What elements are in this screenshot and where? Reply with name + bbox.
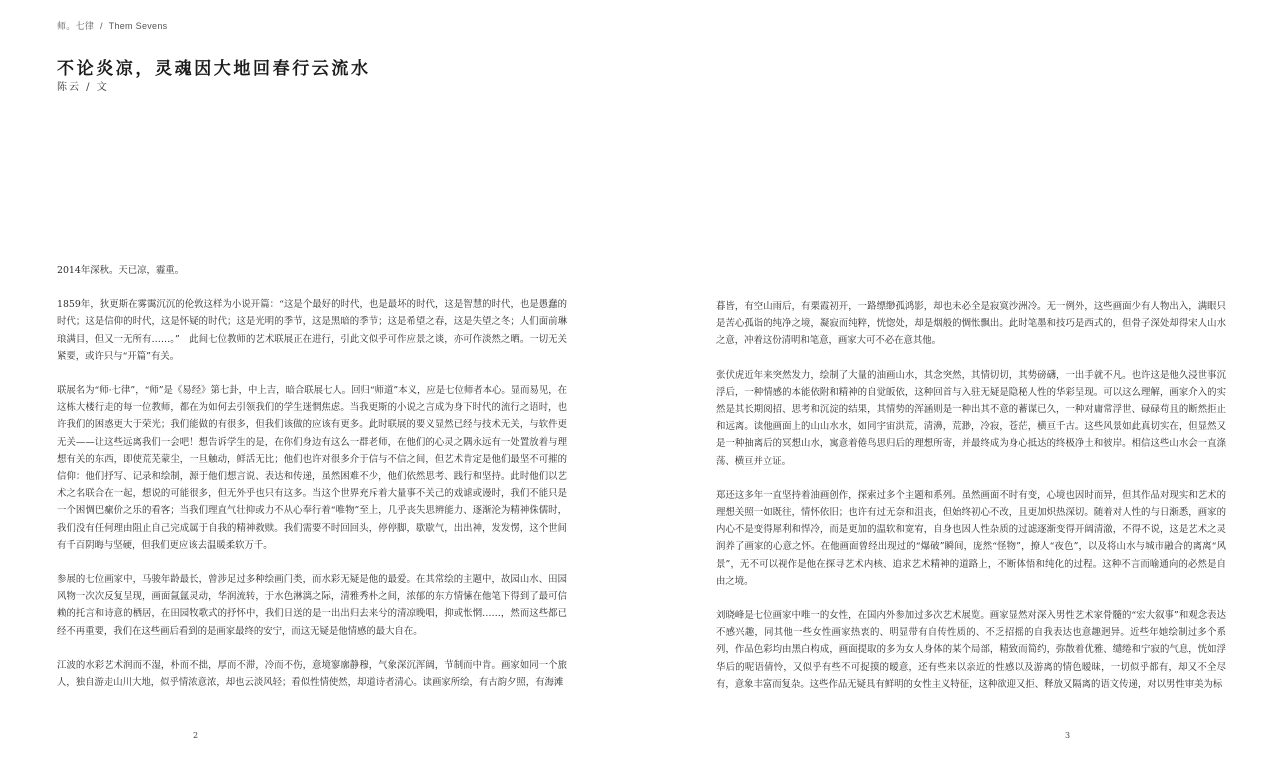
paragraph: 联展名为“师·七律”，“师”是《易经》第七卦，中上吉，暗合联展七人。回归“师道”本义，应是七位师者本心。显而易见，在这栋大楼行走的每一位教师，都在为如何去引领我们的学生迷惘焦虑。当我更斯的小说之言成为身下时代的流行之语时，也许我们的困惑更大于荣光；我们能做的有很多，但我们该做的应该有更多。此时联展的要义显然已经与技术无关，与软件更无关——让这些远离我们一会吧！想告诉学生的是，在你们身边有这么一群老师，在他们的心灵之隅永远有一处置放着与理想有关的东西，即使荒芜蒙尘，一旦触动，鲜活无比；他们也许对很多介于信与不信之间，但艺术肯定是他们最坚不可摧的信仰：他们抒写、记录和绘制，源于他们想言说、表达和传递，虽然困难不少，他们依然思考、践行和坚持。此时他们以艺术之名联合在一起，想说的可能很多，但无外乎也只有这多。当这个世界充斥着大量事不关己的戏谑或谩时，我们不能只是一个困惆巴瘰价之乐的看客；当我们理直气壮抑或力不从心奉行着“唯物”至上，几乎丧失思辨能力、逐渐沦为精神侏儒时，我们没有任何理由阻止自己完成属于自我的精神救赎。我们需要不时回回头，停停脚，歇歇气，出出神，发发愣，这个世间有千百阴晦与坚硬，但我们更应该去温暖柔软万千。 — [57, 385, 567, 551]
running-head-section: 师。七律 — [57, 21, 95, 31]
running-head-divider: / — [100, 21, 103, 31]
paragraph: 江波的水彩艺术润而不湿，朴而不拙，厚而不滞，冷而不伤，意境寥廓静穆，气象深沉浑阔，节制而中肯。画家如同一个旅人，独自游走山川大地，似乎情浓意浓，却也云淡风轻；看似性情使然，却道诗者清心。读画家所绘，有古韵夕照，有海滩 — [57, 659, 567, 689]
paragraph: 刘晓峰是七位画家中唯一的女性，在国内外参加过多次艺术展览。画家显然对深入男性艺术家骨髓的“宏大叙事”和观念表达不感兴趣，同其他一些女性画家热衷的、明显带有自传性质的、不乏招摇的自我表达也意趣迥异。近些年她绘制过多个系列，作品色彩均由黑白构成，画面提取的多为女人身体的某个局部，精致而简约，弥散着优雅、缱绻和宁寂的气息，恍如浮华后的呢语倩怜，又似乎有些不可捉摸的暧意，还有些来以亲近的性感以及游离的情色暧昧，一切似乎都有，却又不全尽有，意象丰富而复杂。这些作品无疑具有鲜明的女性主义特征，这种欲迎又拒、释放又隔离的语文传递，对以男性审美为标 — [716, 610, 1226, 690]
paragraph: 2014年深秋。天已凉，霾重。 — [57, 265, 184, 276]
left-page-body — [57, 262, 567, 708]
paragraph: 张伏虎近年来突然发力，绘制了大量的油画山水，其念突然，其情切切，其势磅礴，一出手就不凡。也许这是他久浸世事沉浮后，一种情感的本能依附和精神的自觉皈依，这种回首与入驻无疑是隐秘人性的华彩呈现。可以这么理解，画家介入的实然是其长期阅招、思考和沉淀的结果，其情势的浑涵则是一种出其不意的蓄谋已久，一种对庸常浮世、碌碌苟且的断然拒止和远离。读他画面上的山山水水，如同宇宙洪荒，清濞，荒渺，冷寂，苍茫，横亘千古。这些风景如此真切实在，但显然又是一种抽离后的冥想山水，寓意着倦鸟思归后的理想所寄，并最终成为身心抵达的终极净土和彼岸。相信这些山水会一直涤荡、横亘并立证。 — [716, 369, 1226, 467]
right-page-body — [716, 298, 1226, 710]
paragraph: 暮皆，有空山雨后，有栗霞初开，一路缥缈孤鸿影，却也未必全是寂寞沙洲冷。无一例外，这些画面少有人物出入，满眼只是苦心孤诣的纯净之境，凝寂而纯粹，恍惚处，却是烟般的惆怅飘出。此时笔墨和技巧是西式的，但骨子深处却得宋人山水之意，冲着这份清明和笔意，画家大可不必在意其他。 — [716, 301, 1226, 347]
page-number-right: 3 — [1065, 731, 1071, 740]
paragraph: 参展的七位画家中，马骏年龄最长，曾涉足过多种绘画门类，而水彩无疑是他的最爱。在其常绘的主题中，故园山水、田园风物一次次反复呈现，画面氤氲灵动，华润流转，于水色淋漓之际，清雅秀朴之间，浓郁的东方情愫在他笔下得到了最可信赖的托言和诗意的栖居，在田园牧歌式的抒怀中，我们日送的是一出出归去来兮的清凉晚唱，抑或怅惘……，然而这些都已经不再重要，我们在这些画后看到的是画家最终的安宁，而这无疑是他情感的最大自在。 — [57, 574, 567, 637]
article-title: 不论炎凉，灵魂因大地回春行云流水 — [57, 59, 371, 79]
page-number-left: 2 — [193, 731, 199, 740]
paragraph: 郑还这多年一直坚持着油画创作，探索过多个主题和系列。虽然画面不时有变，心境也因时而异，但其作品对现实和艺术的理想关照一如既往，情怀依旧；也许有过无奈和沮丧，但始终初心不改，且更加炽热深切。随着对人性的与日渐悉，画家的内心不是变得犀利和悍冷，而是更加的温软和宽宥，自身也因人性杂质的过滤逐渐变得开阔清澈，不得不说，这是艺术之灵润养了画家的心意之怀。在他画面曾经出现过的“爆破”瞬间，庞然“怪物”，撩人“夜色”，以及将山水与城市融合的离离“风景”，无不可以视作是他在探寻艺术内核、追求艺术精神的道路上，不断体悟和纯化的过程。这种不言而喻通向的必然是自由之境。 — [716, 489, 1226, 587]
article-byline: 陈云 / 文 — [57, 82, 109, 93]
running-head — [57, 19, 167, 32]
paragraph: 1859年，狄更斯在雾霭沉沉的伦敦这样为小说开篇：“这是个最好的时代，也是最坏的时代，这是智慧的时代，也是愚蠢的时代；这是信仰的时代，这是怀疑的时代；这是光明的季节，这是黑暗的季节；这是希望之春，这是失望之冬；人们面前琳琅满目，但又一无所有……。” 此间七位教师的艺术联展正在进行，引此文似乎可作应景之谈，亦可作淡然之晒。一切无关紧要，或许只与“开篇”有关。 — [57, 299, 567, 362]
running-head-english: Them Sevens — [108, 21, 168, 31]
